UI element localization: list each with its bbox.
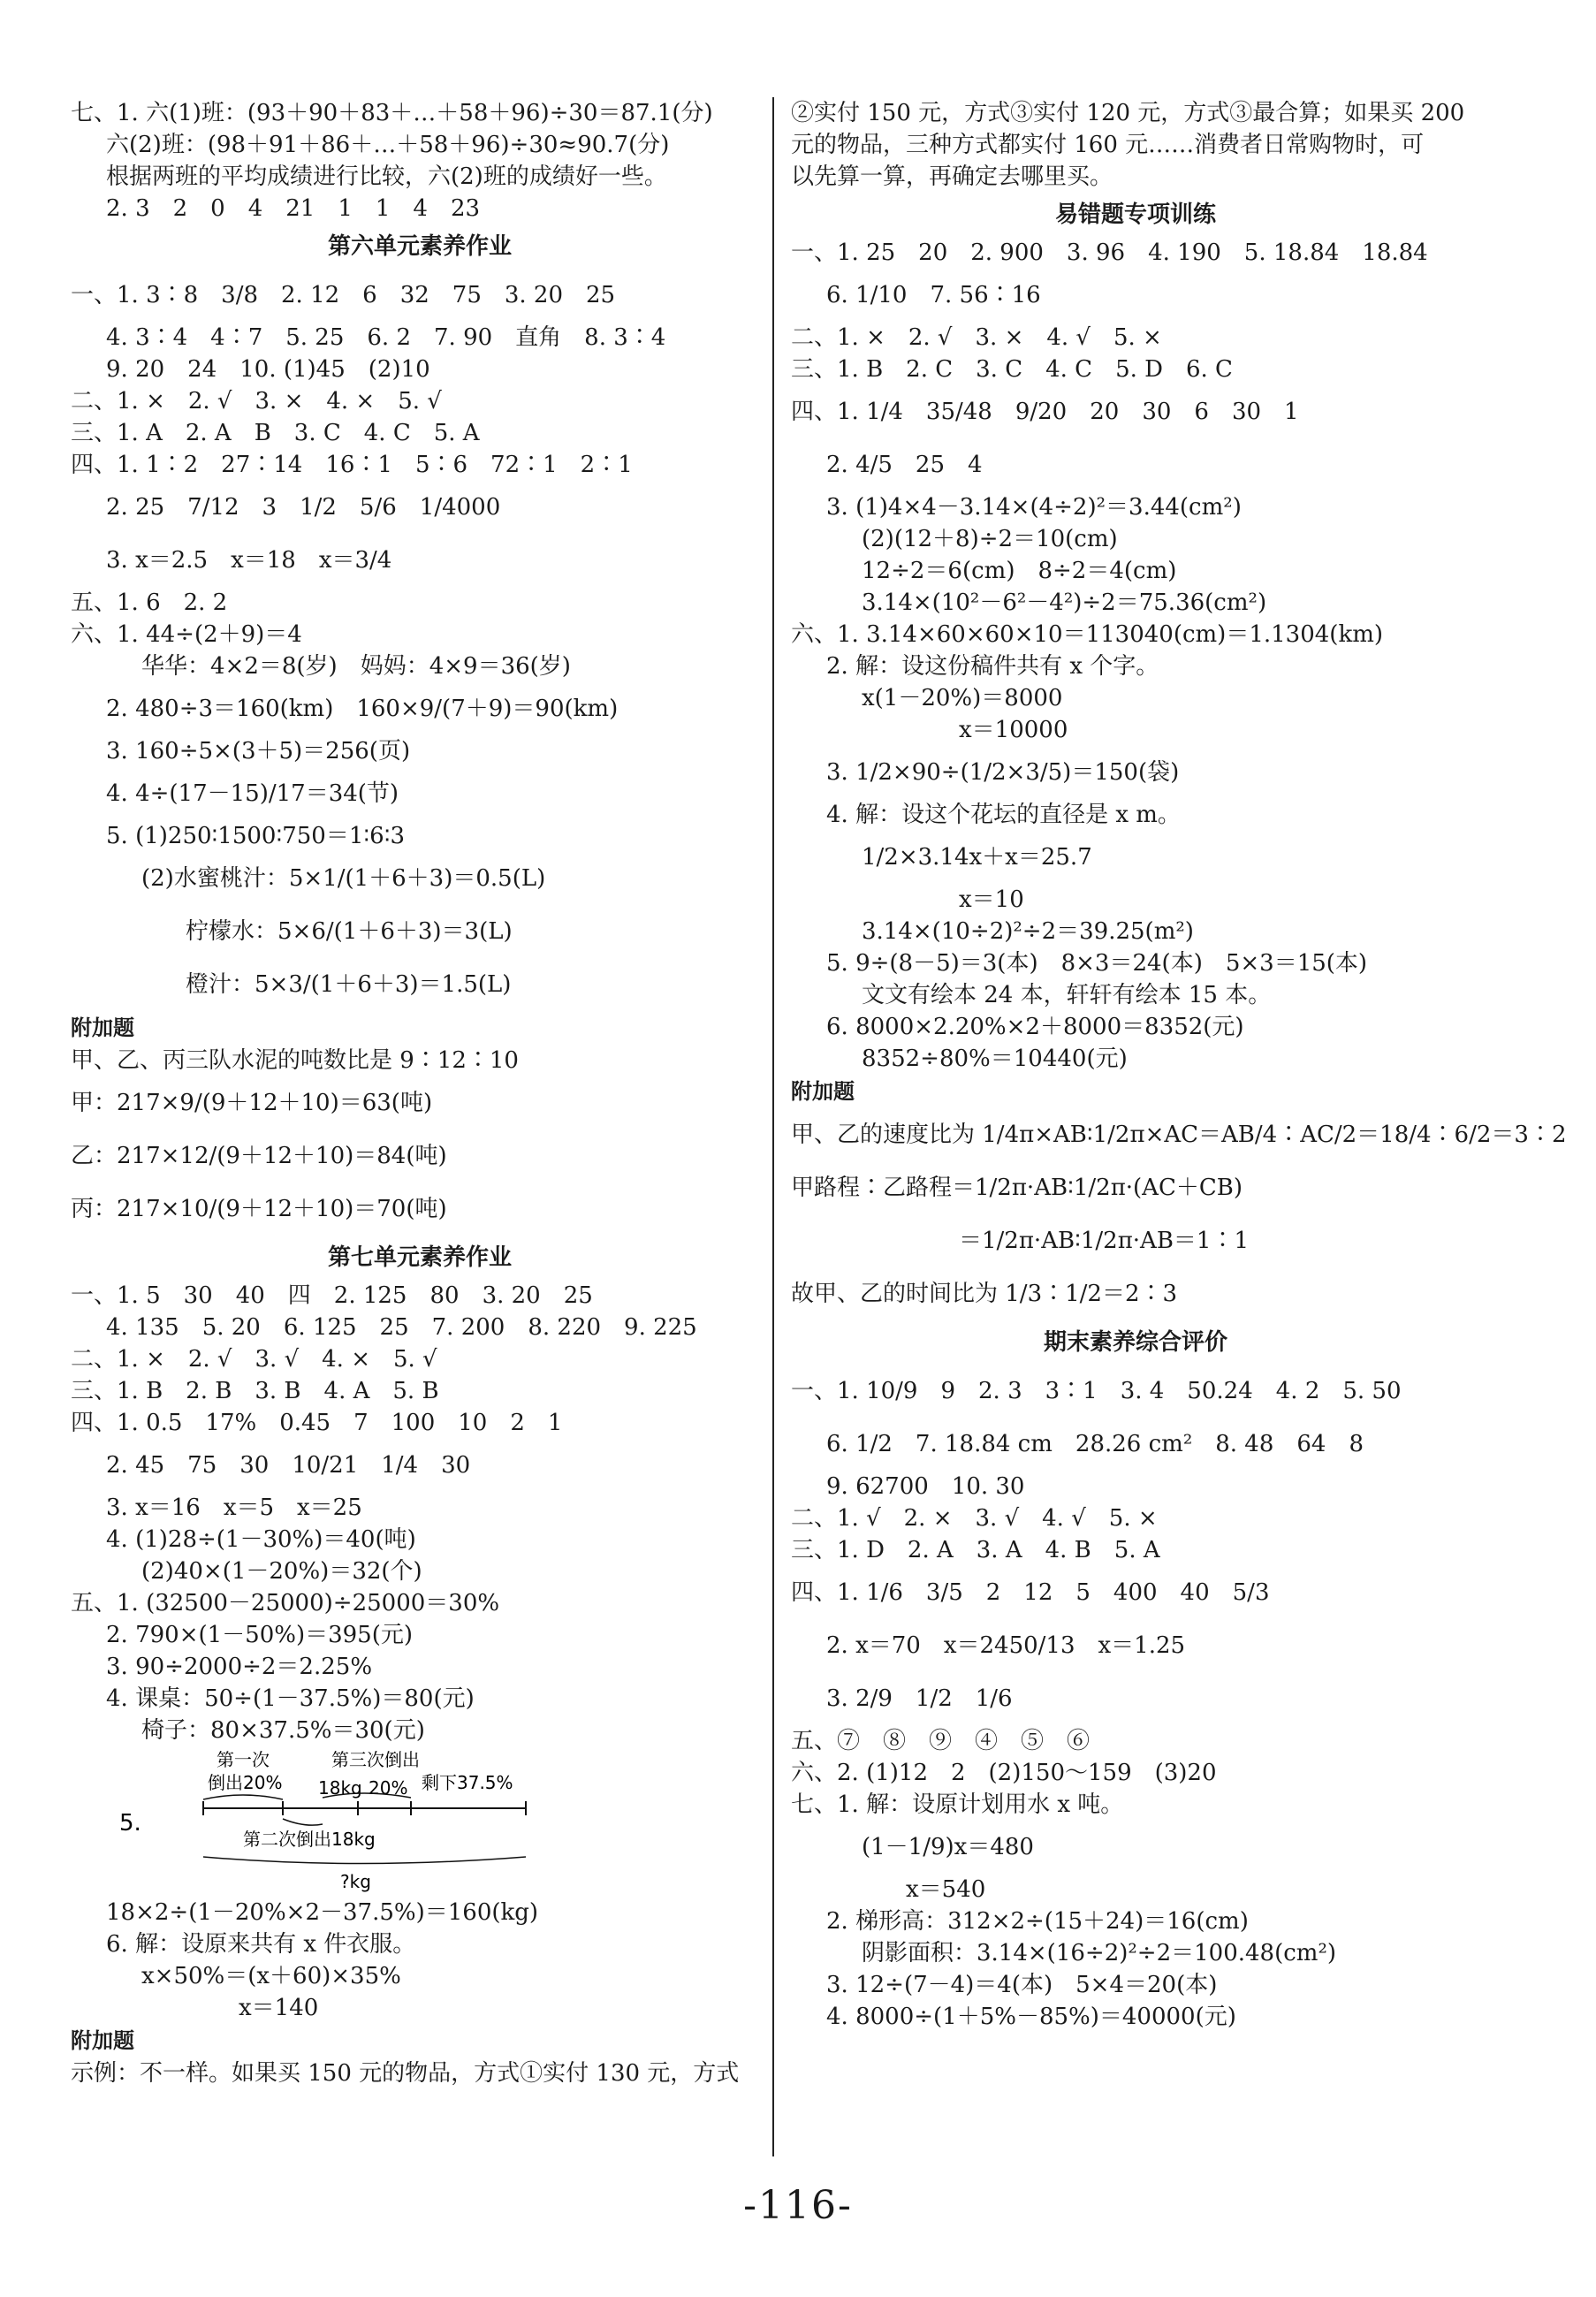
- answer-line: x(1－20%)＝8000: [862, 685, 1063, 711]
- answer-line: 4. 8000÷(1＋5%－85%)＝40000(元): [826, 2004, 1236, 2030]
- answer-line: 附加题: [71, 1015, 134, 1040]
- left-column: [71, 97, 769, 2089]
- column-divider: [772, 97, 774, 2156]
- answer-line: 二、1. √ 2. × 3. √ 4. √ 5. ×: [791, 1505, 1158, 1532]
- answer-line: 6. 1/2 7. 18.84 cm 28.26 cm² 8. 48 64 8: [826, 1431, 1364, 1457]
- answer-line: 文文有绘本 24 本，轩轩有绘本 15 本。: [862, 982, 1272, 1008]
- answer-line: 12÷2＝6(cm) 8÷2＝4(cm): [862, 558, 1177, 584]
- answer-line: 一、1. 10/9 9 2. 3 3∶1 3. 4 50.24 4. 2 5. 50: [791, 1378, 1402, 1404]
- answer-line: 七、1. 六(1)班：(93＋90＋83＋…＋58＋96)÷30＝87.1(分): [71, 100, 713, 126]
- answer-line: 四、1. 0.5 17% 0.45 7 100 10 2 1: [71, 1410, 563, 1436]
- line-segment-diagram: [119, 1746, 769, 1897]
- answer-line: 椅子：80×37.5%＝30(元): [141, 1717, 425, 1744]
- answer-line: 2. 480÷3＝160(km) 160×9/(7＋9)＝90(km): [106, 696, 619, 722]
- answer-line: (2)(12＋8)÷2＝10(cm): [862, 526, 1118, 552]
- answer-line: 二、1. × 2. √ 3. × 4. √ 5. ×: [791, 324, 1162, 351]
- answer-line: 六、2. (1)12 2 (2)150～159 (3)20: [791, 1760, 1217, 1786]
- answer-line: 附加题: [71, 2028, 134, 2053]
- answer-line: 阴影面积：3.14×(16÷2)²÷2＝100.48(cm²): [862, 1940, 1337, 1966]
- answer-line: 七、1. 解：设原计划用水 x 吨。: [791, 1791, 1124, 1818]
- answer-line: 甲、乙的速度比为 1/4π×AB∶1/2π×AC＝AB/4∶AC/2＝18/4∶6/2＝3∶2: [791, 1122, 1567, 1148]
- answer-line: 3.14×(10÷2)²÷2＝39.25(m²): [862, 918, 1194, 945]
- answer-line: 四、1. 1∶2 27∶14 16∶1 5∶6 72∶1 2∶1: [71, 452, 633, 478]
- answer-line: 六(2)班：(98＋91＋86＋…＋58＋96)÷30≈90.7(分): [106, 132, 670, 158]
- answer-line: x＝10000: [959, 717, 1068, 743]
- answer-line: 3. 160÷5×(3＋5)＝256(页): [106, 738, 411, 764]
- answer-line: 3. x＝2.5 x＝18 x＝3/4: [106, 547, 392, 574]
- answer-line: 3. 12÷(7－4)＝4(本) 5×4＝20(本): [826, 1972, 1218, 1998]
- answer-line: 2. 790×(1－50%)＝395(元): [106, 1622, 414, 1648]
- answer-line: 2. 4/5 25 4: [826, 452, 983, 478]
- answer-line: 甲：217×9/(9＋12＋10)＝63(吨): [71, 1090, 433, 1116]
- answer-line: 华华：4×2＝8(岁) 妈妈：4×9＝36(岁): [141, 653, 571, 680]
- answer-line: 五、1. 6 2. 2: [71, 589, 228, 616]
- label-third: 第三次倒出: [331, 1749, 420, 1770]
- answer-line: 2. 45 75 30 10/21 1/4 30: [106, 1452, 471, 1479]
- answer-line: 9. 62700 10. 30: [826, 1473, 1025, 1500]
- answer-line: 3. (1)4×4－3.14×(4÷2)²＝3.44(cm²): [826, 494, 1242, 521]
- label-first-percent: 倒出20%: [208, 1772, 283, 1793]
- answer-line: 第七单元素养作业: [327, 1244, 512, 1271]
- label-remaining: 剩下37.5%: [422, 1772, 513, 1793]
- answer-line: 3. 1/2×90÷(1/2×3/5)＝150(袋): [826, 759, 1180, 786]
- label-20-percent: 20%: [369, 1777, 408, 1799]
- answer-line: 3. 90÷2000÷2＝2.25%: [106, 1654, 373, 1680]
- answer-line: 9. 20 24 10. (1)45 (2)10: [106, 356, 430, 383]
- answer-line: 甲路程∶乙路程＝1/2π·AB∶1/2π·(AC＋CB): [791, 1175, 1243, 1201]
- answer-line: 元的物品，三种方式都实付 160 元……消费者日常购物时，可: [791, 132, 1425, 158]
- answer-line: 示例：不一样。如果买 150 元的物品，方式①实付 130 元，方式: [71, 2060, 740, 2087]
- answer-line: 4. 3∶4 4∶7 5. 25 6. 2 7. 90 直角 8. 3∶4: [106, 324, 666, 351]
- answer-line: x＝140: [239, 1995, 319, 2021]
- answer-line: 六、1. 3.14×60×60×10＝113040(cm)＝1.1304(km): [791, 621, 1383, 648]
- answer-line: 五、1. (32500－25000)÷25000＝30%: [71, 1590, 500, 1616]
- label-first: 第一次: [217, 1749, 270, 1770]
- answer-line: 6. 1/10 7. 56∶16: [826, 282, 1041, 308]
- answer-line: 根据两班的平均成绩进行比较，六(2)班的成绩好一些。: [106, 164, 667, 190]
- answer-line: 5. 9÷(8－5)＝3(本) 8×3＝24(本) 5×3＝15(本): [826, 950, 1368, 977]
- answer-line: 第六单元素养作业: [327, 233, 512, 260]
- answer-line: 18×2÷(1－20%×2－37.5%)＝160(kg): [106, 1899, 539, 1926]
- answer-line: 4. 解：设这个花坛的直径是 x m。: [826, 802, 1181, 828]
- answer-line: 2. 3 2 0 4 21 1 1 4 23: [106, 195, 481, 222]
- answer-line: 4. (1)28÷(1－30%)＝40(吨): [106, 1526, 416, 1553]
- answer-line: 3. x＝16 x＝5 x＝25: [106, 1495, 362, 1521]
- label-second: 第二次倒出18kg: [243, 1829, 376, 1850]
- answer-line: 2. x＝70 x＝2450/13 x＝1.25: [826, 1632, 1186, 1659]
- label-total: ?kg: [340, 1871, 371, 1892]
- answer-line: 三、1. D 2. A 3. A 4. B 5. A: [791, 1537, 1160, 1563]
- answer-line: 甲、乙、丙三队水泥的吨数比是 9∶12∶10: [71, 1047, 519, 1074]
- answer-line: 二、1. × 2. √ 3. × 4. × 5. √: [71, 388, 442, 415]
- right-column: [791, 97, 1567, 2033]
- answer-line: 4. 4÷(17－15)/17＝34(节): [106, 780, 399, 807]
- answer-line: 6. 8000×2.20%×2＋8000＝8352(元): [826, 1014, 1244, 1040]
- answer-line: x×50%＝(x＋60)×35%: [141, 1963, 401, 1989]
- answer-line: x＝10: [959, 886, 1024, 913]
- answer-line: 一、1. 3∶8 3/8 2. 12 6 32 75 3. 20 25: [71, 282, 616, 308]
- answer-line: 2. 解：设这份稿件共有 x 个字。: [826, 653, 1159, 680]
- answer-line: 二、1. × 2. √ 3. √ 4. × 5. √: [71, 1346, 437, 1373]
- answer-line: 以先算一算，再确定去哪里买。: [791, 164, 1113, 190]
- answer-line: 附加题: [791, 1079, 855, 1104]
- answer-line: 三、1. B 2. C 3. C 4. C 5. D 6. C: [791, 356, 1233, 383]
- answer-line: 六、1. 44÷(2＋9)＝4: [71, 621, 302, 648]
- answer-line: 五、⑦ ⑧ ⑨ ④ ⑤ ⑥: [791, 1728, 1091, 1754]
- answer-line: 4. 135 5. 20 6. 125 25 7. 200 8. 220 9. 225: [106, 1314, 697, 1341]
- answer-line: ②实付 150 元，方式③实付 120 元，方式③最合算；如果买 200: [791, 100, 1465, 126]
- answer-line: 丙：217×10/(9＋12＋10)＝70(吨): [71, 1196, 447, 1222]
- answer-line: 2. 梯形高：312×2÷(15＋24)＝16(cm): [826, 1908, 1249, 1935]
- page-number: -116-: [743, 2183, 853, 2228]
- answer-line: (2)水蜜桃汁：5×1/(1＋6＋3)＝0.5(L): [141, 865, 546, 892]
- answer-line: 四、1. 1/4 35/48 9/20 20 30 6 30 1: [791, 399, 1299, 425]
- label-18kg: 18kg: [318, 1777, 362, 1799]
- answer-line: 4. 课桌：50÷(1－37.5%)＝80(元): [106, 1685, 475, 1712]
- answer-line: 3.14×(10²－6²－4²)÷2＝75.36(cm²): [862, 589, 1267, 616]
- answer-line: 三、1. B 2. B 3. B 4. A 5. B: [71, 1378, 439, 1404]
- answer-line: 8352÷80%＝10440(元): [862, 1046, 1128, 1072]
- answer-line: 1/2×3.14x＋x＝25.7: [862, 844, 1092, 871]
- answer-line: 故甲、乙的时间比为 1/3∶1/2＝2∶3: [791, 1281, 1178, 1307]
- answer-line: (1－1/9)x＝480: [862, 1834, 1034, 1860]
- answer-line: 三、1. A 2. A B 3. C 4. C 5. A: [71, 420, 480, 446]
- answer-line: 2. 25 7/12 3 1/2 5/6 1/4000: [106, 494, 501, 521]
- answer-line: 乙：217×12/(9＋12＋10)＝84(吨): [71, 1143, 447, 1169]
- answer-line: 四、1. 1/6 3/5 2 12 5 400 40 5/3: [791, 1579, 1270, 1606]
- question-number: 5.: [119, 1810, 141, 1837]
- answer-line: 一、1. 5 30 40 四 2. 125 80 3. 20 25: [71, 1282, 593, 1309]
- answer-line: (2)40×(1－20%)＝32(个): [141, 1558, 422, 1585]
- answer-line: 易错题专项训练: [1054, 202, 1216, 228]
- answer-line: ＝1/2π·AB∶1/2π·AB＝1∶1: [959, 1228, 1250, 1254]
- answer-line: 柠檬水：5×6/(1＋6＋3)＝3(L): [186, 918, 513, 945]
- answer-line: 期末素养综合评价: [1043, 1329, 1227, 1356]
- answer-line: 一、1. 25 20 2. 900 3. 96 4. 190 5. 18.84 18.84: [791, 240, 1428, 266]
- answer-line: 6. 解：设原来共有 x 件衣服。: [106, 1931, 416, 1958]
- answer-line: x＝540: [906, 1876, 986, 1903]
- answer-line: 5. (1)250∶1500∶750＝1∶6∶3: [106, 823, 406, 849]
- answer-line: 橙汁：5×3/(1＋6＋3)＝1.5(L): [186, 971, 512, 998]
- answer-line: 3. 2/9 1/2 1/6: [826, 1685, 1013, 1712]
